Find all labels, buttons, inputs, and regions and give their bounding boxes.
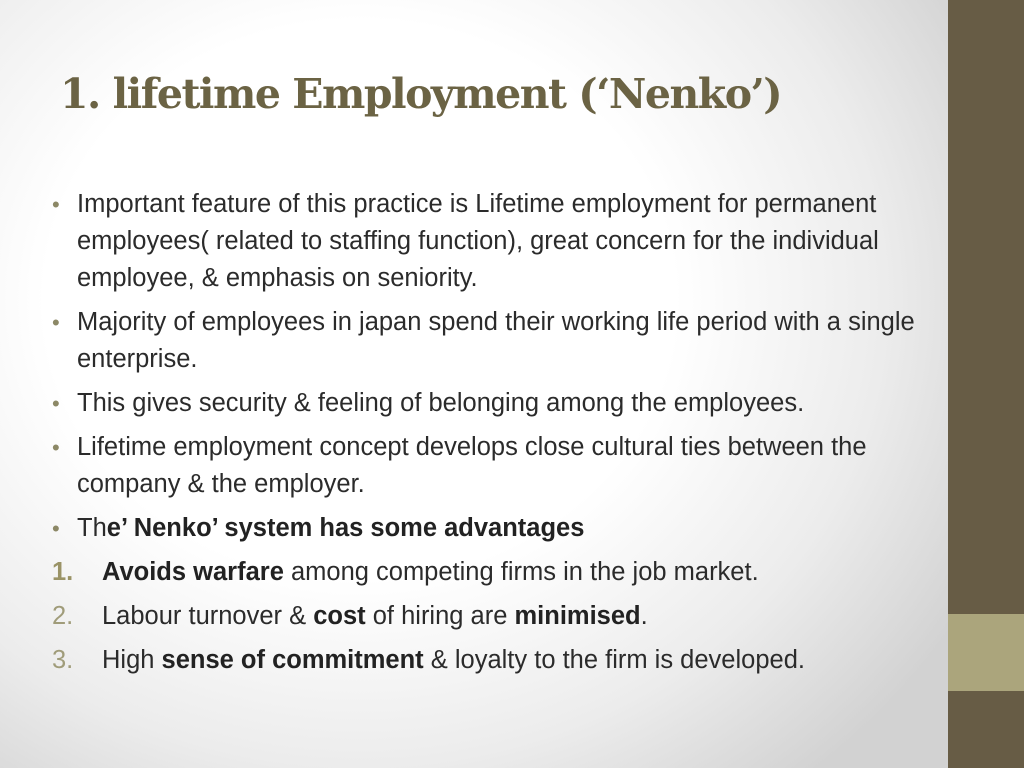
advantage-bold: cost xyxy=(313,602,366,630)
bullet-marker: • xyxy=(52,192,60,217)
side-accent-block xyxy=(948,614,1024,691)
bullet-marker: • xyxy=(52,310,60,335)
bullet-text: Lifetime employment concept develops close cultural ties between the company & the employer. xyxy=(77,433,867,498)
advantage-text xyxy=(102,642,932,679)
bullet-item xyxy=(52,304,932,378)
bullet-text: Important feature of this practice is Lifetime employment for permanent employees( related to staffing function), great concern for the individual employee, & emphasis on seniority. xyxy=(77,190,879,292)
advantage-item xyxy=(52,554,932,591)
advantage-number: 1. xyxy=(52,558,74,586)
advantage-number: 2. xyxy=(52,602,74,630)
bullet-item xyxy=(52,385,932,422)
advantage-bold: Avoids warfare xyxy=(102,558,284,586)
slide-title: 1. lifetime Employment (‘Nenko’) xyxy=(60,70,782,118)
bullet-item xyxy=(52,510,932,547)
bullet-marker: • xyxy=(52,516,60,541)
advantage-part: Labour turnover & xyxy=(102,602,314,630)
advantage-rest: among competing firms in the job market. xyxy=(283,558,759,586)
bullet-text-start: Th xyxy=(77,514,107,542)
bullet-item xyxy=(52,429,932,503)
bullet-text xyxy=(77,510,932,547)
advantage-part: & loyalty to the firm is developed. xyxy=(423,646,805,674)
advantage-text xyxy=(102,554,932,591)
advantage-item xyxy=(52,642,932,679)
advantage-number: 3. xyxy=(52,646,74,674)
advantage-part: of hiring are xyxy=(365,602,515,630)
advantage-item xyxy=(52,598,932,635)
advantage-part: High xyxy=(102,646,162,674)
bullet-marker: • xyxy=(52,435,60,460)
bullet-text: Majority of employees in japan spend their working life period with a single enterprise. xyxy=(77,308,915,373)
bullet-item xyxy=(52,186,932,297)
bullet-text: This gives security & feeling of belonging among the employees. xyxy=(77,389,805,417)
bullet-marker: • xyxy=(52,391,60,416)
advantage-text xyxy=(102,598,932,635)
advantage-bold: sense of commitment xyxy=(161,646,424,674)
slide-content xyxy=(52,186,932,686)
advantage-bold: minimised xyxy=(514,602,641,630)
advantage-part: . xyxy=(640,602,648,630)
bullet-text-bold: e’ Nenko’ system has some advantages xyxy=(106,514,585,542)
